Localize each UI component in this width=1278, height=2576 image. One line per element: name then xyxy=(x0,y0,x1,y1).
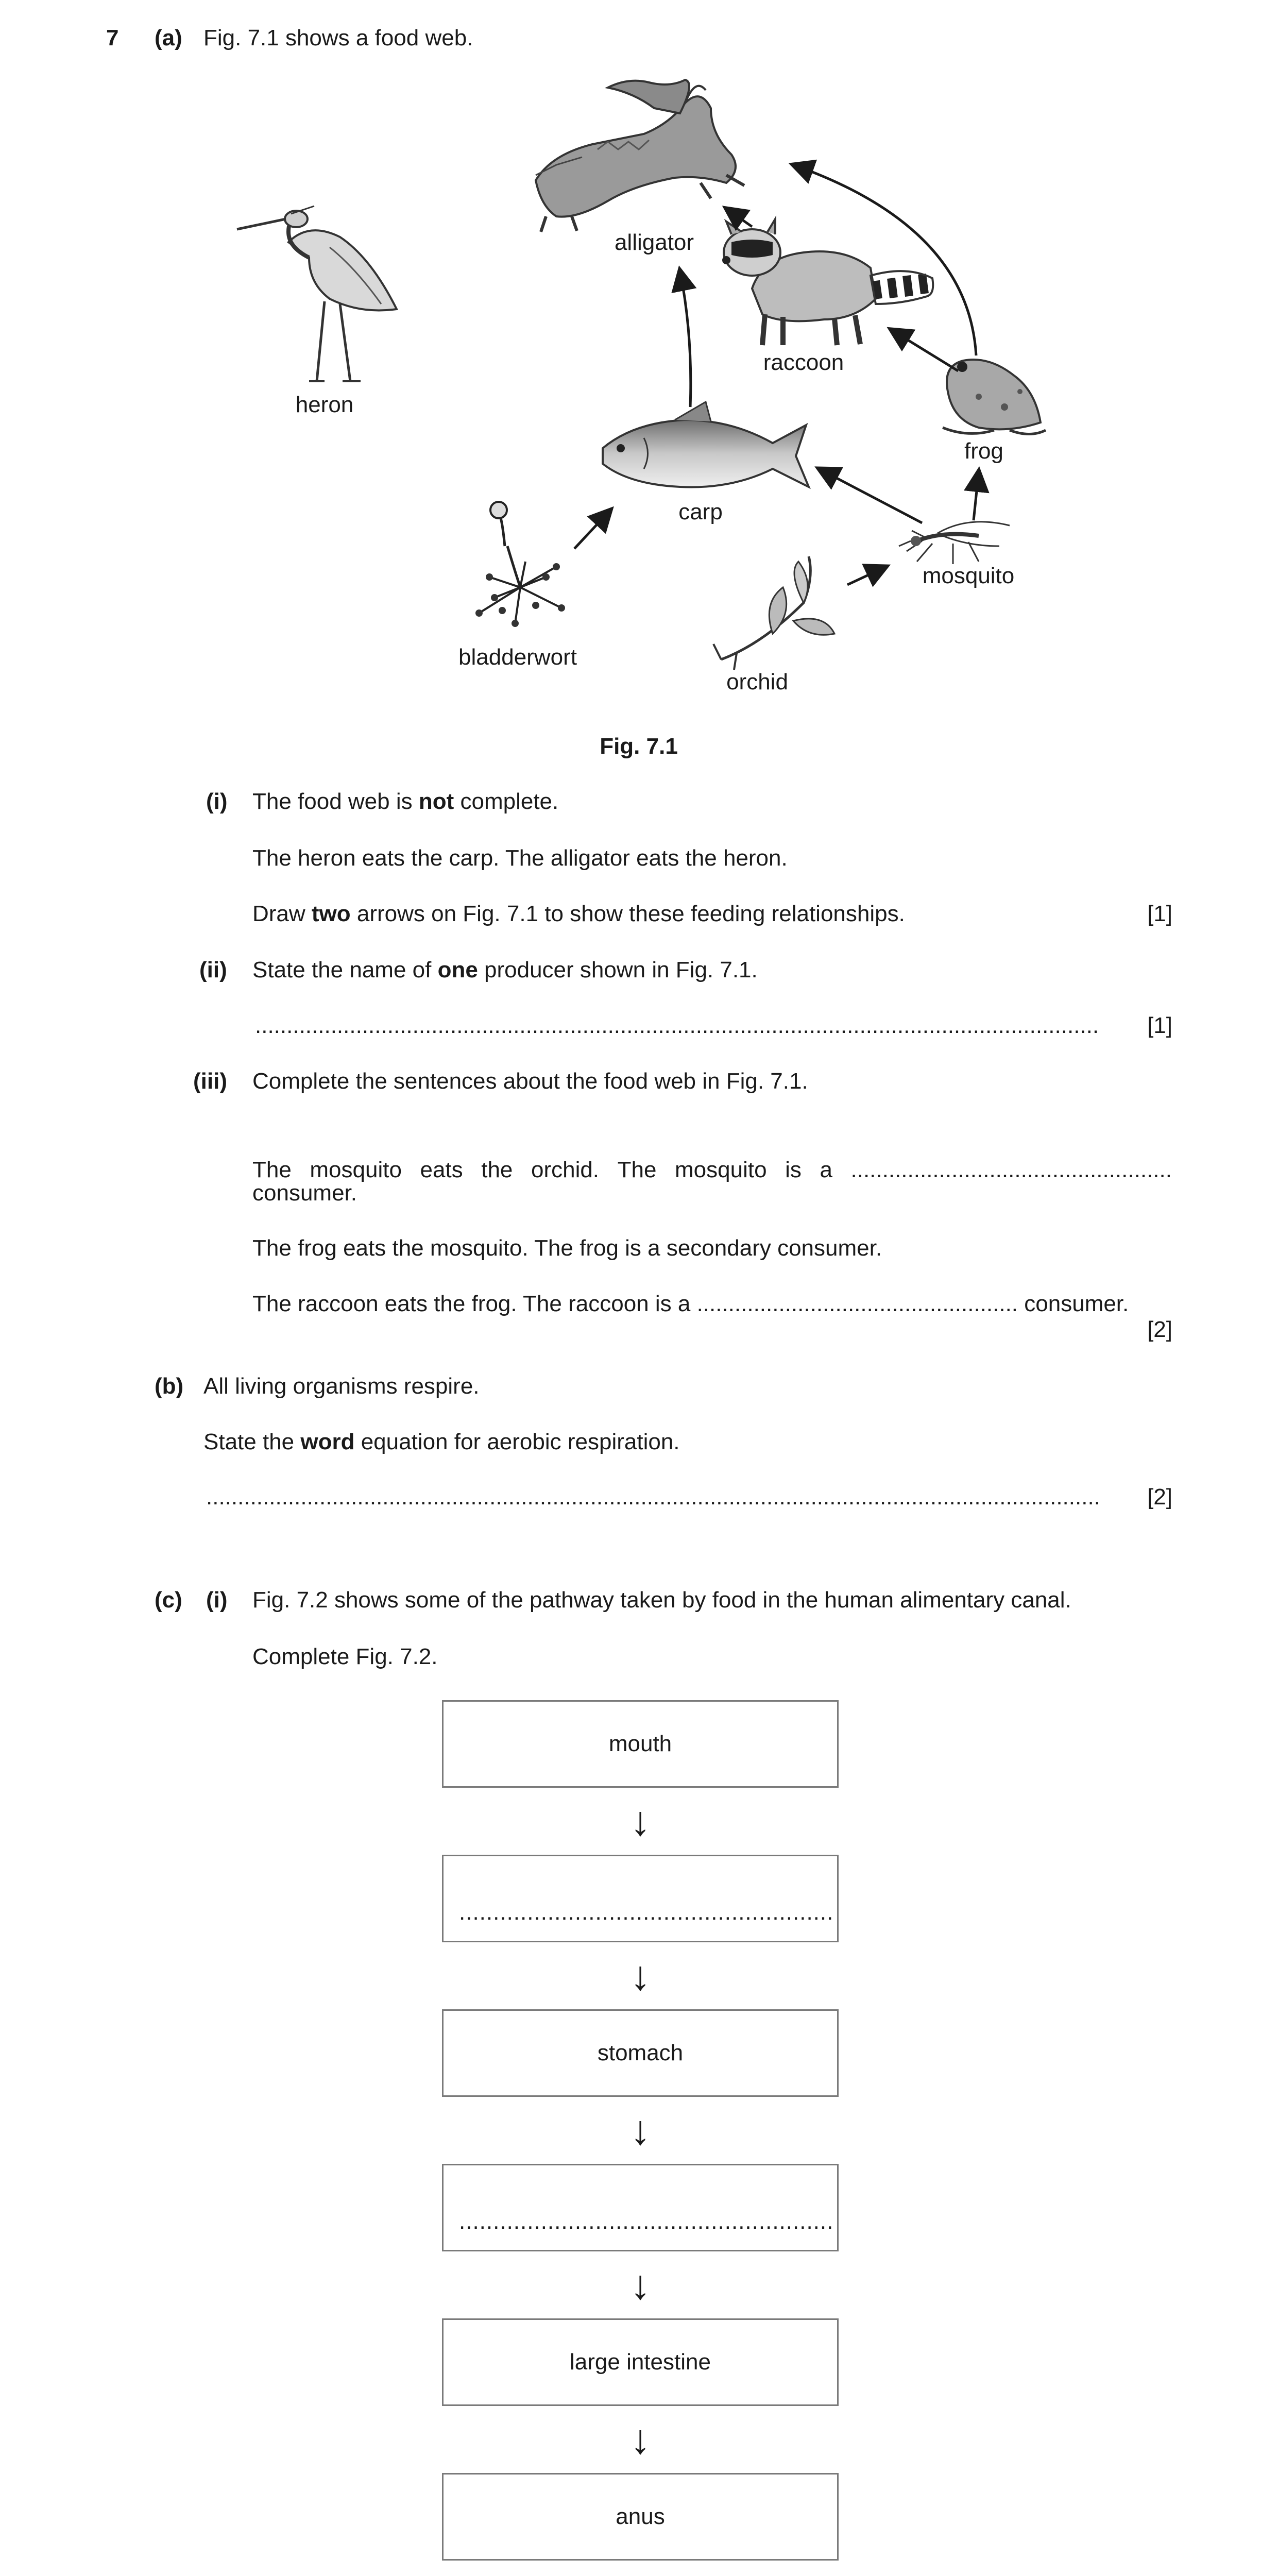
flow-arrow-icon: ↓ xyxy=(630,1798,651,1844)
raccoon-drawing xyxy=(722,219,933,345)
part-a-label: (a) xyxy=(155,25,182,50)
part-a-intro: Fig. 7.1 shows a food web. xyxy=(203,25,473,50)
orchid-drawing xyxy=(713,556,834,670)
label-frog: frog xyxy=(964,438,1003,464)
carp-drawing xyxy=(603,402,809,487)
label-alligator: alligator xyxy=(614,230,694,255)
flow-arrow-icon: ↓ xyxy=(630,2262,651,2308)
bladderwort-drawing xyxy=(475,502,565,627)
part-a-iii-sentence3: The raccoon eats the frog. The raccoon is a ................................................... consumer. xyxy=(252,1291,1129,1316)
label-raccoon: raccoon xyxy=(763,350,844,375)
food-web-figure xyxy=(0,0,1278,721)
part-a-i-mark: [1] xyxy=(1147,901,1172,926)
part-a-i-line1: The food web is not complete. xyxy=(252,789,559,814)
mosquito-drawing xyxy=(899,522,1010,564)
part-b-label: (b) xyxy=(155,1374,184,1399)
figure-7-1-caption: Fig. 7.1 xyxy=(600,734,678,759)
flow-box-anus: anus xyxy=(442,2473,839,2561)
part-a-iii-sentence1: The mosquito eats the orchid. The mosquito is a ................................................... xyxy=(252,1157,1172,1182)
part-a-ii-answer-line[interactable]: ...................................................................................................................................... xyxy=(255,1013,1099,1038)
part-c-label: (c) xyxy=(155,1587,182,1613)
part-a-iii-sentence1-tail: consumer. xyxy=(252,1180,357,1206)
flow-arrow-icon: ↓ xyxy=(630,2107,651,2153)
flow-box-blank-2[interactable]: ....................................................... xyxy=(442,2164,839,2251)
part-a-iii-blank1[interactable]: ................................................... xyxy=(850,1157,1172,1182)
part-a-ii-text: State the name of one producer shown in Fig. 7.1. xyxy=(252,957,758,982)
part-b-line1: All living organisms respire. xyxy=(203,1374,480,1399)
label-orchid: orchid xyxy=(726,669,788,694)
label-mosquito: mosquito xyxy=(922,563,1015,588)
flow-box-blank-1[interactable]: ....................................................... xyxy=(442,1855,839,1942)
flow-box-stomach: stomach xyxy=(442,2009,839,2097)
part-c-i-line1: Fig. 7.2 shows some of the pathway taken by food in the human alimentary canal. xyxy=(252,1587,1071,1613)
part-a-iii-label: (iii) xyxy=(193,1069,227,1094)
part-a-i-line2: The heron eats the carp. The alligator eats the heron. xyxy=(252,845,788,871)
part-c-i-label: (i) xyxy=(206,1587,228,1613)
part-a-ii-mark: [1] xyxy=(1147,1013,1172,1038)
part-a-i-line3: Draw two arrows on Fig. 7.1 to show these feeding relationships. xyxy=(252,901,905,926)
part-a-iii-sentence2: The frog eats the mosquito. The frog is a secondary consumer. xyxy=(252,1235,882,1261)
part-a-iii-mark: [2] xyxy=(1147,1317,1172,1342)
part-a-i-label: (i) xyxy=(206,789,228,814)
part-c-i-line2: Complete Fig. 7.2. xyxy=(252,1644,438,1669)
part-b-mark: [2] xyxy=(1147,1484,1172,1510)
part-b-answer-line[interactable]: .............................................................................................................................................. xyxy=(206,1484,1100,1510)
alligator-drawing xyxy=(536,80,744,232)
flow-arrow-icon: ↓ xyxy=(630,1953,651,1998)
flow-box-large-intestine: large intestine xyxy=(442,2318,839,2406)
heron-drawing xyxy=(237,206,397,381)
part-a-iii-text: Complete the sentences about the food web in Fig. 7.1. xyxy=(252,1069,808,1094)
part-a-iii-blank2[interactable]: ................................................... xyxy=(696,1291,1018,1316)
label-heron: heron xyxy=(295,392,354,417)
question-number: 7 xyxy=(106,25,119,50)
part-b-line2: State the word equation for aerobic respiration. xyxy=(203,1429,680,1454)
part-a-ii-label: (ii) xyxy=(199,957,227,982)
flow-arrow-icon: ↓ xyxy=(630,2416,651,2462)
label-bladderwort: bladderwort xyxy=(458,645,577,670)
label-carp: carp xyxy=(678,499,723,524)
flow-box-mouth: mouth xyxy=(442,1700,839,1788)
